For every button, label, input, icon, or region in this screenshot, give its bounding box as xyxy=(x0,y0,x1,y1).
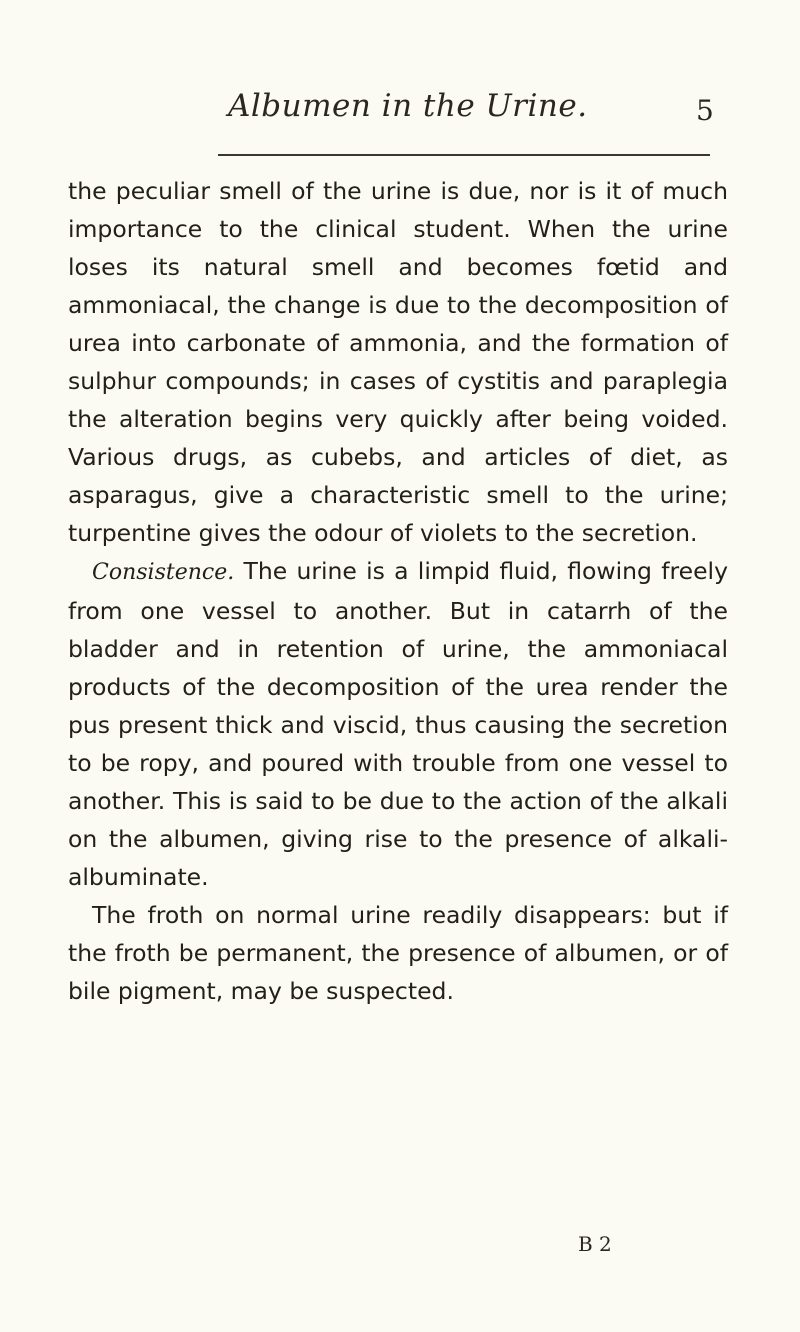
running-head xyxy=(0,88,800,138)
paragraph-froth-text: The froth on normal urine readily disappears: but if the froth be permanent, the presence of albumen, or of bile pigment, may be suspected. xyxy=(68,901,728,1005)
running-head-title: Albumen in the Urine. xyxy=(228,88,588,124)
signature-mark: B 2 xyxy=(578,1232,612,1256)
body-text xyxy=(68,172,728,1010)
paragraph-consistence xyxy=(68,552,728,896)
page-number: 5 xyxy=(696,94,714,127)
paragraph-consistence-text: The urine is a limpid fluid, flowing freely from one vessel to another. But in catarrh of the bladder and in retention of urine, the ammoniacal products of the decomposition of the urea render the pus present thick and viscid, thus causing the secretion to be ropy, and poured with trouble from one vessel to another. This is said to be due to the action of the alkali on the albumen, giving rise to the presence of alkali-albuminate. xyxy=(68,557,728,891)
paragraph-smell xyxy=(68,172,728,552)
paragraph-froth xyxy=(68,896,728,1010)
paragraph-smell-text: the peculiar smell of the urine is due, nor is it of much importance to the clinical student. When the urine loses its natural smell and becomes fœtid and ammoniacal, the change is due to the decomposition of urea into carbonate of ammonia, and the formation of sulphur compounds; in cases of cystitis and paraplegia the alteration begins very quickly after being voided. Various drugs, as cubebs, and articles of diet, as asparagus, give a characteristic smell to the urine; turpentine gives the odour of violets to the secretion. xyxy=(68,177,728,547)
header-rule xyxy=(218,154,710,156)
side-heading-consistence: Consistence. xyxy=(92,560,235,585)
